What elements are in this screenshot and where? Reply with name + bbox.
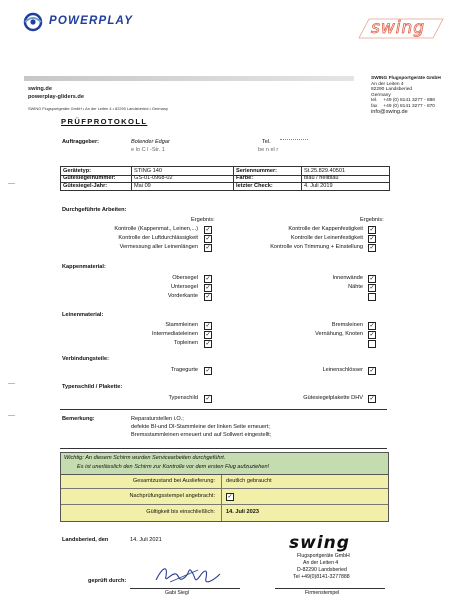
company-email[interactable]: info@swing.de [371,108,408,115]
validity-label: Gültigkeit bis einschließlich: [146,509,215,515]
notice-line-1: Wichtig: An diesem Schirm wurden Servicearbeiten durchgeführt. [64,455,226,461]
checkbox[interactable]: ✓ [205,245,211,251]
summary-divider [61,488,388,489]
glider-type-label: Gerätetyp: [63,167,91,174]
checkbox[interactable]: ✓ [369,236,375,242]
canopy-right-label-1: Innenwände [332,275,363,281]
checkbox[interactable]: ✓ [205,236,211,242]
lines-left-label-1: Stammleinen [165,322,198,328]
checkbox[interactable]: ✓ [205,294,211,300]
checkbox[interactable]: ✓ [205,332,211,338]
work-left-label-2: Kontrolle der Luftdurchlässigkeit [118,235,198,241]
company-stamp [285,533,415,587]
last-check-label: letzter Check: [236,182,273,189]
table-divider [131,167,132,190]
glider-info-table [60,166,390,191]
checkbox[interactable]: ✓ [227,494,233,500]
stamp-company: Flugsportgeräte GmbH [297,553,350,559]
customer-address: e lo C l -Str. 1 [131,147,165,153]
customer-tel-label: Tel. [262,139,271,145]
last-check-value: 4. Juli 2019 [304,182,333,189]
work-left-label-1: Kontrolle (Kappenmat., Leinen,...) [114,226,198,232]
stamp-tel: Tel +49(0)8141-3277888 [293,574,350,580]
type-plate-label: Typenschild [168,395,198,401]
lines-heading: Leinenmaterial: [62,312,104,318]
checkbox[interactable]: ✓ [205,227,211,233]
section-divider [60,409,387,410]
website-link-powerplay[interactable]: powerplay-gliders.de [28,94,84,100]
checkbox[interactable]: ✓ [369,332,375,338]
line-links-label: Leinenschlösser [322,367,363,373]
canopy-left-label-2: Untersegel [170,284,198,290]
document-title: PRÜFPROTOKOLL [61,117,148,126]
stamp-caption: Firmenstempel [305,590,340,596]
checkbox[interactable]: ✓ [205,396,211,402]
validity-value: 14. Juli 2023 [226,509,259,515]
checkbox[interactable]: ✓ [369,396,375,402]
checkbox[interactable]: ✓ [369,276,375,282]
checkbox[interactable]: ✓ [205,285,211,291]
checkbox[interactable]: ✓ [369,245,375,251]
checkbox[interactable] [368,293,376,301]
remarks-label: Bemerkung: [62,416,95,422]
seal-year-value: Mai 09 [134,182,151,189]
customer-label: Auftraggeber: [62,139,99,145]
work-right-label-3: Kontrolle von Trimmung + Einstellung [270,244,363,250]
seal-year-label: Gütesiegel-Jahr: [63,182,108,189]
connectors-heading: Verbindungsteile: [62,356,109,362]
section-divider [60,448,387,449]
work-right-label-1: Kontrolle der Kappenfestigkeit [288,226,363,232]
checkbox[interactable]: ✓ [205,323,211,329]
checked-by-label: geprüft durch: [88,578,127,584]
stamp-applied-label: Nachprüfungsstempel angebracht: [129,493,215,499]
seal-plate-label: Gütesiegelplakette DHV [303,395,363,401]
work-left-label-3: Vermessung aller Leinenlängen [119,244,198,250]
canopy-right-label-2: Nähte [348,284,363,290]
scan-mark [8,415,15,416]
canopy-left-label-3: Vorderkante [167,293,198,299]
handwritten-signature [150,562,230,588]
table-divider [233,167,234,190]
serial-value: St.25.829.40501 [304,167,346,174]
tel-number: +49 (0) 8141 3277 - 888 [383,98,435,104]
serial-label: Seriennummer: [236,167,278,174]
table-divider [301,167,302,190]
checkbox[interactable]: ✓ [369,323,375,329]
company-city: 82290 Landsberied [371,87,413,93]
lines-right-label-2: Vernähung, Knoten [315,331,363,337]
condition-value: deutlich gebraucht [226,478,272,484]
place-date-label: Landsberied, den [62,537,109,543]
fax-label: fax [371,103,378,109]
powerplay-logo [22,12,172,32]
checkbox[interactable]: ✓ [369,285,375,291]
powerplay-swirl-icon [22,12,46,32]
seal-number-label: Gütesiegelnummer: [63,175,116,181]
notice-line-2: Es ist unerlässlich den Schirm zur Kontrolle vor dem ersten Flug aufzuziehen! [77,464,270,470]
checkbox[interactable] [368,340,376,348]
place-date-value: 14. Juli 2021 [130,537,162,543]
lines-left-label-3: Topleinen [174,340,198,346]
scan-mark [8,383,15,384]
signature-line [130,588,240,589]
checkbox[interactable]: ✓ [369,227,375,233]
swing-wordmark: swing [371,18,426,38]
lines-left-label-2: Intermediateleinen [151,331,198,337]
result-header-right: Ergebnis: [360,217,384,223]
remarks-line-2: defekte BI-und DI-Stammleine der linken Seite erneuert; [131,424,270,430]
work-right-label-2: Kontrolle der Leinenfestigkeit [290,235,363,241]
swing-logo [355,16,447,40]
company-street: An der Leiten 4 [371,81,404,87]
risers-label: Tragegurte [170,367,198,373]
lines-right-label-1: Bremsleinen [331,322,363,328]
summary-divider [61,504,388,505]
company-contact-block [371,76,461,115]
result-header-left: Ergebnis: [191,217,215,223]
stamp-street: An der Leiten 4 [303,560,339,566]
customer-city: be n el r [258,147,279,153]
work-heading: Durchgeführte Arbeiten: [62,207,127,213]
plates-heading: Typenschild / Plakette: [62,384,123,390]
checkbox[interactable]: ✓ [369,368,375,374]
table-divider [61,182,389,183]
stamp-city: D-82290 Landsberied [297,567,347,573]
condition-label: Gesamtzustand bei Auslieferung: [132,478,215,484]
summary-box [60,474,389,522]
checkbox[interactable]: ✓ [205,341,211,347]
fax-number: +49 (0) 8141 3277 - 870 [383,103,435,109]
seal-number-value: GS-01-0968-02 [134,175,173,181]
company-name: SWING Flugsportgeräte GmbH [371,76,441,81]
color-value: blau / hellblau [304,175,339,181]
remarks-line-3: Bremsstammleinen erneuert und auf Sollwert eingestellt; [131,432,272,438]
canopy-heading: Kappenmaterial: [62,264,106,270]
customer-tel-redacted [280,139,308,142]
customer-name: Bolender Edgar [131,139,170,145]
color-label: Farbe: [236,175,254,181]
scan-mark [8,183,15,184]
header-gray-band [24,76,354,81]
checkbox[interactable]: ✓ [205,276,211,282]
website-link-swing[interactable]: swing.de [28,86,52,92]
tel-label: tel. [371,98,378,104]
canopy-left-label-1: Obersegel [172,275,198,281]
glider-type-value: STING 140 [134,167,162,174]
service-notice-box [60,452,389,476]
sender-address-line: SWING Flugsportgeräte GmbH • An der Leiten 4 • 82290 Landsberied • Germany [28,106,168,111]
stamp-line [275,588,385,589]
stamp-brand: swing [289,533,350,553]
checkbox[interactable]: ✓ [205,368,211,374]
remarks-line-1: Reparaturstellen i.O.; [131,416,184,422]
signer-name: Gabi Siegl [165,590,189,596]
powerplay-wordmark: POWERPLAY [49,15,134,27]
summary-divider [221,475,222,521]
company-country: Germany [371,92,391,98]
